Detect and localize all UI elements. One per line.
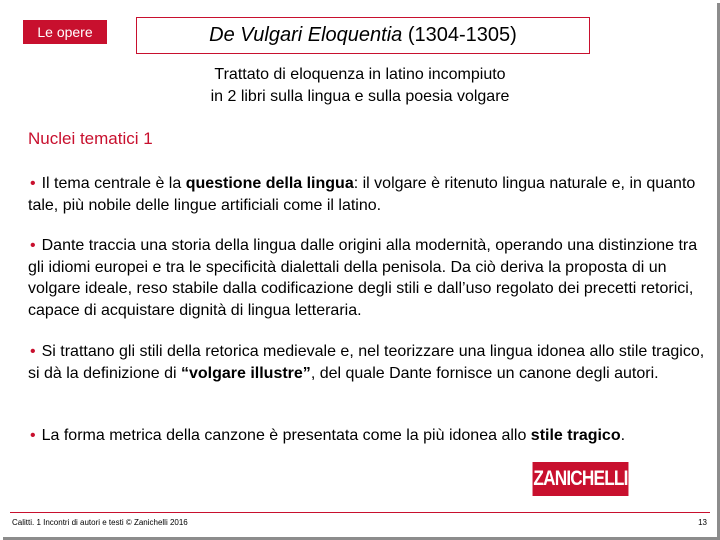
- paragraph-1-post: : il volgare è ritenuto lingua naturale e, in quanto tale, più nobile delle lingue artificiali come il latino.: [28, 175, 696, 214]
- bullet-icon: •: [30, 175, 36, 192]
- paragraph-3-bold: “volgare illustre”: [180, 364, 311, 382]
- subtitle-line-1: Trattato di eloquenza in latino incompiuto: [214, 66, 506, 83]
- paragraph-2-text: Dante traccia una storia della lingua dalle origini alla modernità, operando una distinzione tra gli idiomi europei e tra le specificità dialettali della penisola. Da ciò deriva la proposta di un volgare ideale, reso stabile dalla codificazione degli stili e dall’uso regolato dei precetti retorici, capace di acquistare dignità di lingua letteraria.: [28, 237, 698, 319]
- paragraph-2: [28, 235, 708, 321]
- paragraph-1-pre: Il tema centrale è la: [41, 175, 186, 192]
- title-work-name: De Vulgari Eloquentia: [209, 24, 403, 46]
- section-heading: Nuclei tematici 1: [28, 129, 153, 148]
- title-box: [136, 17, 590, 54]
- footer-credit: Calitti. 1 Incontri di autori e testi © Zanichelli 2016: [12, 518, 188, 527]
- paragraph-1-bold: questione della lingua: [185, 175, 354, 192]
- paragraph-3-pre: Si trattano gli stili della retorica medievale e, nel teorizzare una lingua idonea allo stile tragico, si dà la definizione di: [28, 343, 705, 382]
- title-years: (1304-1305): [402, 24, 517, 46]
- paragraph-4-post: .: [620, 427, 626, 444]
- paragraph-4: [28, 425, 708, 447]
- subtitle: [150, 64, 570, 108]
- footer-divider: [10, 512, 710, 513]
- paragraph-3-post: , del quale Dante fornisce un canone degli autori.: [310, 364, 659, 382]
- page-number: 13: [698, 518, 707, 527]
- paragraph-4-bold: stile tragico: [530, 427, 621, 444]
- bullet-icon: •: [30, 343, 36, 360]
- paragraph-4-pre: La forma metrica della canzone è presentata come la più idonea allo: [41, 427, 531, 444]
- section-badge: Le opere: [23, 20, 107, 44]
- bullet-icon: •: [30, 427, 36, 444]
- bullet-icon: •: [30, 237, 36, 254]
- zanichelli-logo: ZANICHELLI: [533, 462, 629, 496]
- paragraph-1: [28, 173, 708, 216]
- paragraph-3: [28, 341, 708, 384]
- subtitle-line-2: in 2 libri sulla lingua e sulla poesia volgare: [210, 88, 510, 105]
